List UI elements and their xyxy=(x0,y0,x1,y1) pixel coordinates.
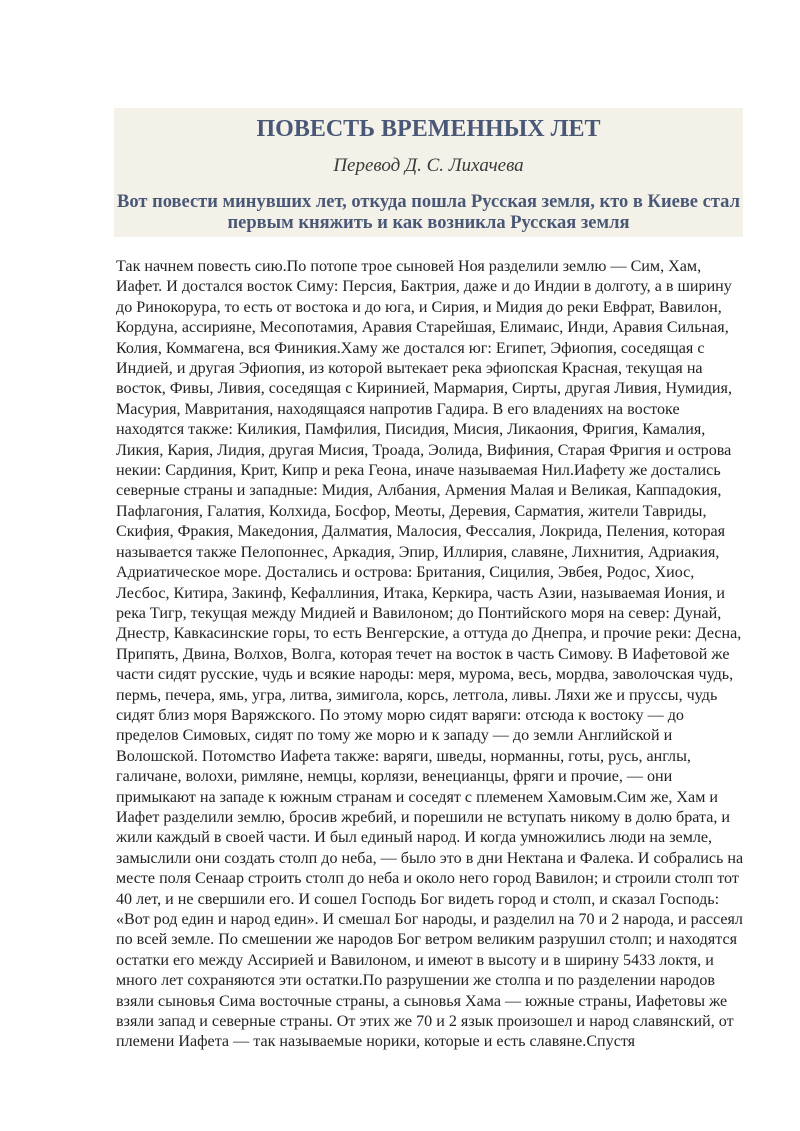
section-heading: Вот повести минувших лет, откуда пошла Русская земля, кто в Киеве стал первым княжить и как возникла Русская земля xyxy=(117,192,740,233)
title-block xyxy=(114,108,743,237)
document-title: ПОВЕСТЬ ВРЕМЕННЫХ ЛЕТ xyxy=(256,116,601,142)
translator-credit: Перевод Д. С. Лихачева xyxy=(333,155,524,176)
body-paragraph: Так начнем повесть сию.По потопе трое сыновей Ноя разделили землю — Сим, Хам, Иафет. И достался восток Симу: Персия, Бактрия, даже и до Индии в долготу, а в ширину до Ринокорура, то есть от востока и до юга, и Сирия, и Мидия до реки Евфрат, Вавилон, Кордуна, ассирияне, Месопотамия, Аравия Старейшая, Елимаис, Инди, Аравия Сильная, Колия, Коммагена, вся Финикия.Хаму же достался юг: Египет, Эфиопия, соседящая с Индией, и другая Эфиопия, из которой вытекает река эфиопская Красная, текущая на восток, Фивы, Ливия, соседящая с Киринией, Мармария, Сирты, другая Ливия, Нумидия, Масурия, Мавритания, находящаяся напротив Гадира. В его владениях на востоке находятся также: Киликия, Памфилия, Писидия, Мисия, Ликаония, Фригия, Камалия, Ликия, Кария, Лидия, другая Мисия, Троада, Эолида, Вифиния, Старая Фригия и острова некии: Сардиния, Крит, Кипр и река Геона, иначе называемая Нил.Иафету же достались северные страны и западные: Мидия, Албания, Армения Малая и Великая, Каппадокия, Пафлагония, Галатия, Колхида, Босфор, Меоты, Деревия, Сарматия, жители Тавриды, Скифия, Фракия, Македония, Далматия, Малосия, Фессалия, Локрида, Пеления, которая называется также Пелопоннес, Аркадия, Эпир, Иллирия, славяне, Лихнития, Адриакия, Адриатическое море. Достались и острова: Британия, Сицилия, Эвбея, Родос, Хиос, Лесбос, Китира, Закинф, Кефаллиния, Итака, Керкира, часть Азии, называемая Иония, и река Тигр, текущая между Мидией и Вавилоном; до Понтийского моря на север: Дунай, Днестр, Кавкасинские горы, то есть Венгерские, а оттуда до Днепра, и прочие реки: Десна, Припять, Двина, Волхов, Волга, которая течет на восток в часть Симову. В Иафетовой же части сидят русские, чудь и всякие народы: меря, мурома, весь, мордва, заволочская чудь, пермь, печера, ямь, угра, литва, зимигола, корсь, летгола, ливы. Ляхи же и пруссы, чудь сидят близ моря Варяжского. По этому морю сидят варяги: отсюда к востоку — до пределов Симовых, сидят по тому же морю и к западу — до земли Английской и Волошской. Потомство Иафета также: варяги, шведы, норманны, готы, русь, англы, галичане, волохи, римляне, немцы, корлязи, венецианцы, фряги и прочие, — они примыкают на западе к южным странам и соседят с племенем Хамовым.Сим же, Хам и Иафет разделили землю, бросив жребий, и порешили не вступать никому в долю брата, и жили каждый в своей части. И был единый народ. И когда умножились люди на земле, замыслили они создать столп до неба, — было это в дни Нектана и Фалека. И собрались на месте поля Сенаар строить столп до неба и около него город Вавилон; и строили столп тот 40 лет, и не свершили его. И сошел Господь Бог видеть город и столп, и сказал Господь: «Вот род един и народ един». И смешал Бог народы, и разделил на 70 и 2 народа, и рассеял по всей земле. По смешении же народов Бог ветром великим разрушил столп; и находятся остатки его между Ассирией и Вавилоном, и имеют в высоту и в ширину 5433 локтя, и много лет сохраняются эти остатки.По разрушении же столпа и по разделении народов взяли сыновья Сима восточные страны, а сыновья Хама — южные страны, Иафетовы же взяли запад и северные страны. От этих же 70 и 2 язык произошел и народ славянский, от племени Иафета — так называемые норики, которые и есть славяне.Спустя xyxy=(116,258,744,1051)
